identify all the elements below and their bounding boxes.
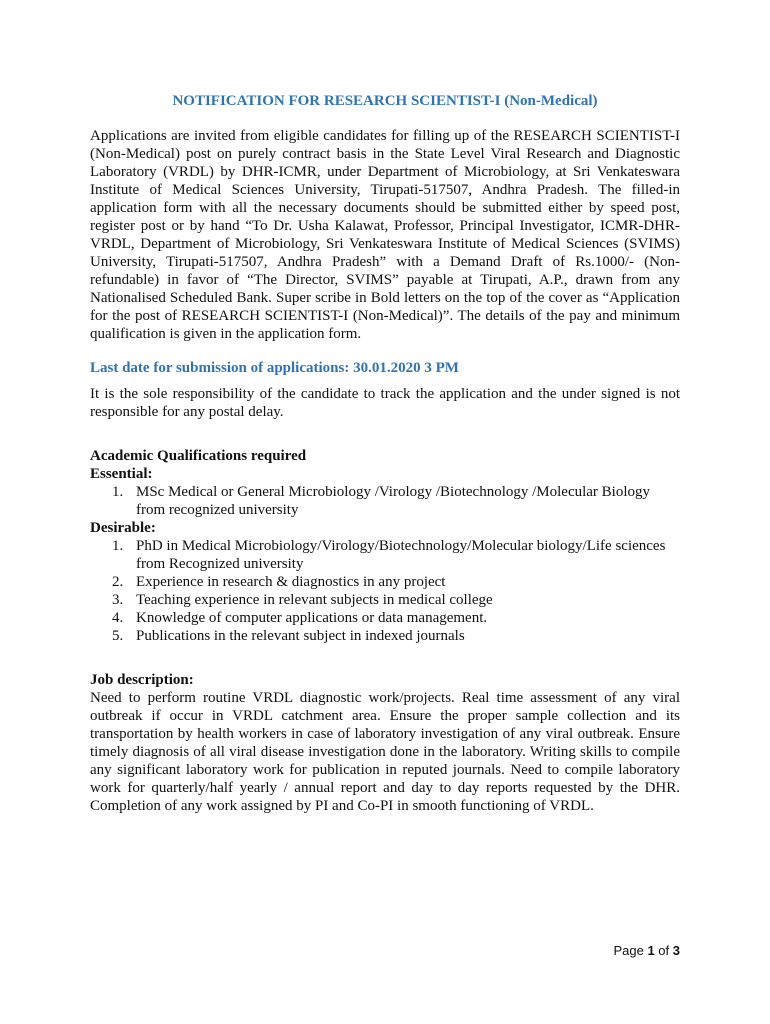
list-item — [90, 537, 680, 573]
list-number: 1. — [112, 484, 124, 500]
job-description-heading: Job description: — [90, 672, 194, 688]
deadline-notice: Last date for submission of applications: 30.01.2020 3 PM — [90, 360, 459, 376]
essential-list — [90, 483, 680, 519]
intro-paragraph: Applications are invited from eligible candidates for filling up of the RESEARCH SCIENTIST-I (Non-Medical) post on purely contract basis in the State Level Viral Research and Diagnostic Laboratory (VRDL) by DHR-ICMR, under Department of Microbiology, at Sri Venkateswara Institute of Medical Sciences University, Tirupati-517507, Andhra Pradesh. The filled-in application form with all the necessary documents should be submitted either by speed post, register post or by hand “To Dr. Usha Kalawat, Professor, Principal Investigator, ICMR-DHR-VRDL, Department of Microbiology, Sri Venkateswara Institute of Medical Sciences (SVIMS) University, Tirupati-517507, Andhra Pradesh” with a Demand Draft of Rs.1000/- (Non-refundable) in favor of “The Director, SVIMS” payable at Tirupati, A.P., drawn from any Nationalised Scheduled Bank. Super scribe in Bold letters on the top of the cover as “Application for the post of RESEARCH SCIENTIST-I (Non-Medical)”. The details of the pay and minimum qualification is given in the application form. — [90, 128, 680, 342]
list-item-text: MSc Medical or General Microbiology /Virology /Biotechnology /Molecular Biology from recognized university — [136, 484, 651, 518]
list-number: 3. — [112, 592, 124, 608]
document-body — [90, 127, 680, 815]
list-number: 4. — [112, 610, 124, 626]
list-item — [90, 573, 680, 591]
current-page: 1 — [647, 943, 655, 958]
list-item-text: PhD in Medical Microbiology/Virology/Biotechnology/Molecular biology/Life sciences from Recognized university — [136, 538, 666, 572]
list-item — [90, 627, 680, 645]
list-item — [90, 591, 680, 609]
qualifications-heading: Academic Qualifications required — [90, 448, 307, 464]
list-number: 1. — [112, 538, 124, 554]
list-item — [90, 609, 680, 627]
list-item-text: Knowledge of computer applications or data management. — [136, 610, 488, 626]
responsibility-paragraph: It is the sole responsibility of the candidate to track the application and the under signed is not responsible for any postal delay. — [90, 386, 680, 420]
desirable-list — [90, 537, 680, 645]
essential-heading: Essential: — [90, 466, 153, 482]
list-item-text: Publications in the relevant subject in indexed journals — [136, 628, 465, 644]
list-number: 5. — [112, 628, 124, 644]
job-description-paragraph: Need to perform routine VRDL diagnostic work/projects. Real time assessment of any viral outbreak if occur in VRDL catchment area. Ensure the proper sample collection and its transportation by health workers in case of laboratory investigation of any viral outbreak. Ensure timely diagnosis of all viral disease investigation done in the laboratory. Writing skills to compile any significant laboratory work for publication in reputed journals. Need to compile laboratory work for quarterly/half yearly / annual report and day to day reports requested by the DHR. Completion of any work assigned by PI and Co-PI in smooth functioning of VRDL. — [90, 690, 680, 814]
list-item — [90, 483, 680, 519]
list-number: 2. — [112, 574, 124, 590]
page-title: NOTIFICATION FOR RESEARCH SCIENTIST-I (Non-Medical) — [172, 93, 598, 109]
of-word: of — [658, 943, 670, 958]
list-item-text: Experience in research & diagnostics in any project — [136, 574, 446, 590]
page-word: Page — [613, 943, 644, 958]
total-pages: 3 — [672, 943, 680, 958]
list-item-text: Teaching experience in relevant subjects in medical college — [136, 592, 493, 608]
desirable-heading: Desirable: — [90, 520, 156, 536]
page-number — [613, 943, 680, 958]
